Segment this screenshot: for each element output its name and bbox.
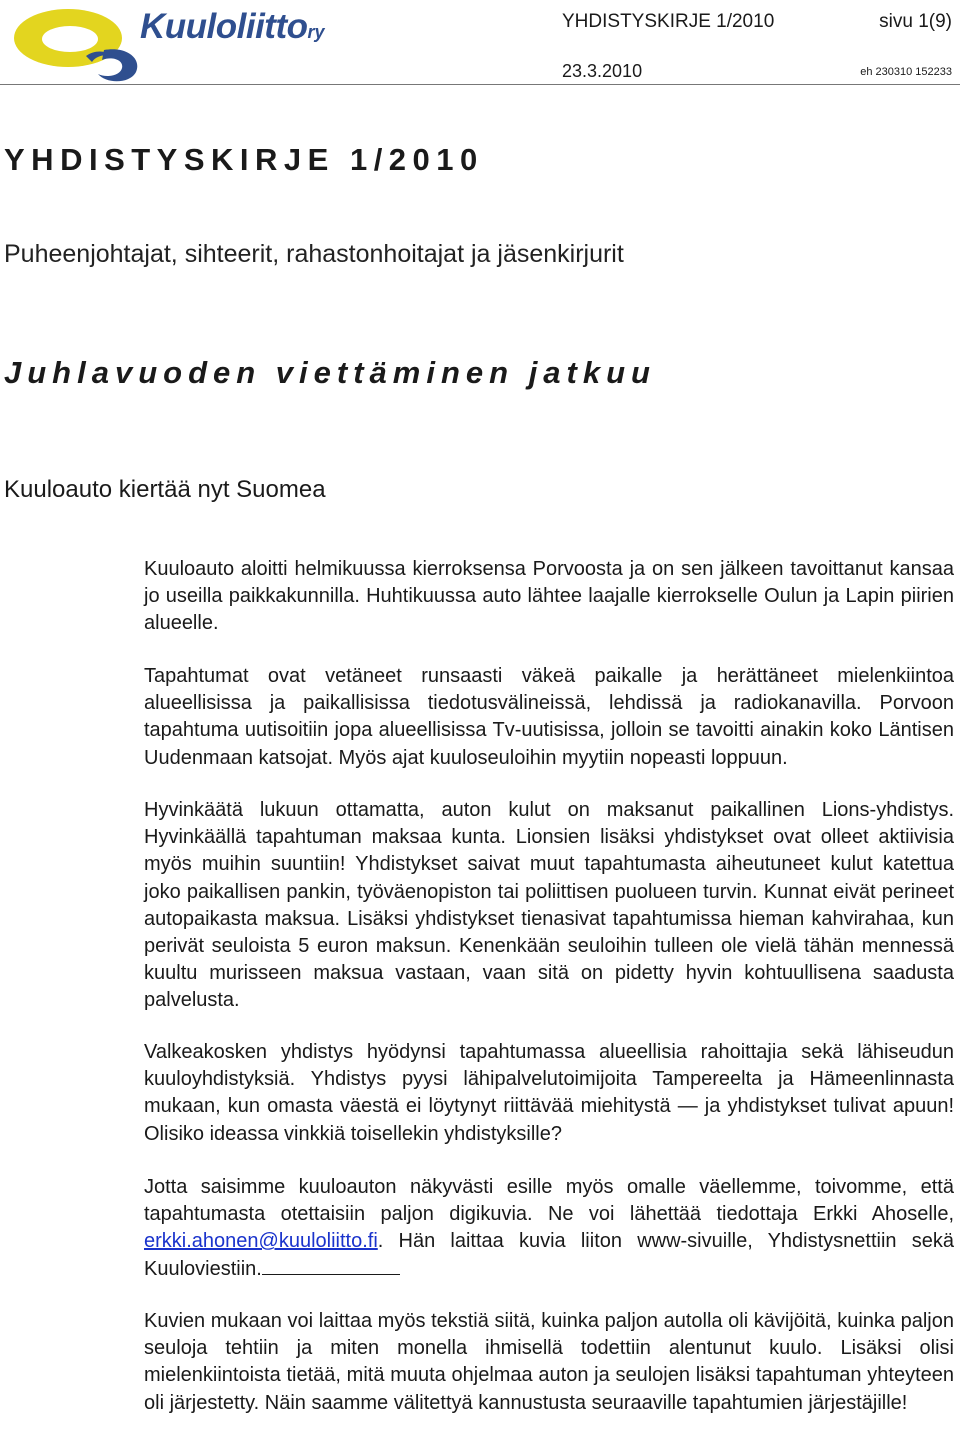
subsection-title: Kuuloauto kiertää nyt Suomea	[4, 476, 326, 503]
paragraph-4	[144, 1039, 954, 1148]
header-date: 23.3.2010	[562, 61, 643, 81]
header-reference: eh 230310 152233	[860, 66, 952, 78]
paragraph-5-after: . Hän laittaa kuvia liiton www-sivuille, Yhdistysnettiin sekä Kuuloviestiin.	[144, 1230, 954, 1280]
logo-suffix: ry	[307, 22, 325, 42]
recipients-line: Puheenjohtajat, sihteerit, rahastonhoitajat ja jäsenkirjurit	[4, 240, 624, 268]
logo-name: Kuuloliitto	[140, 7, 308, 46]
paragraph-2	[144, 663, 954, 772]
paragraph-5-before: Jotta saisimme kuuloauton näkyvästi esille myös omalle väellemme, toivomme, että tapahtumasta otettaisiin paljon digikuvia. Ne voi lähettää tiedottaja Erkki Ahoselle,	[144, 1176, 954, 1226]
paragraph-4-text: Valkeakosken yhdistys hyödynsi tapahtumassa alueellisia rahoittajia sekä lähiseudun kuuloyhdistyksiä. Yhdistys pyysi lähipalvelutoimijoita Tampereelta ja Hämeenlinnasta mukaan, kun omasta väestä ei löytynyt riittävää miehitystä — ja yhdistykset tulivat apuun! Olisiko ideassa vinkkiä toisellekin yhdistyksille?	[144, 1041, 954, 1145]
paragraph-1-text: Kuuloauto aloitti helmikuussa kierroksensa Porvoosta ja on sen jälkeen tavoittanut kansaa jo useilla paikkakunnilla. Huhtikuussa auto lähtee laajalle kierrokselle Oulun ja Lapin piirien alueelle.	[144, 558, 954, 635]
paragraph-6	[144, 1308, 954, 1417]
kuuloliitto-logo	[8, 4, 348, 84]
email-link[interactable]: erkki.ahonen@kuuloliitto.fi	[144, 1230, 378, 1253]
logo-mark	[8, 4, 148, 84]
paragraph-2-text: Tapahtumat ovat vetäneet runsaasti väkeä paikalle ja herättäneet mielenkiintoa alueellisissa ja paikallisissa tiedotusvälineissä, lehdissä ja radiokanavilla. Porvoon tapahtuma uutisoitiin jopa alueellisissa Tv-uutisissa, jolloin se tavoitti ainakin koko Läntisen Uudenmaan katsojat. Myös ajat kuuloseuloihin myytiin nopeasti loppuun.	[144, 665, 954, 769]
underline-mark	[262, 1273, 400, 1275]
header-page-number: sivu 1(9)	[879, 11, 952, 32]
section-title: Juhlavuoden viettäminen jatkuu	[4, 355, 656, 390]
document-title: YHDISTYSKIRJE 1/2010	[4, 142, 484, 177]
paragraph-6-text: Kuvien mukaan voi laittaa myös tekstiä siitä, kuinka paljon autolla oli kävijöitä, kuinka paljon seuloja tehtiin ja miten monella ihmisellä todettiin alentunut kuulo. Lisäksi olisi mielenkiintoista tietää, mitä muuta ohjelmaa auton ja seulojen lisäksi tapahtuman yhteyteen oli järjestetty. Näin saamme välitettyä kannustusta seuraaville tapahtumien järjestäjille!	[144, 1310, 954, 1414]
paragraph-1	[144, 556, 954, 638]
paragraph-3	[144, 797, 954, 1015]
header-divider	[0, 84, 960, 85]
paragraph-5-text	[144, 1174, 954, 1283]
logo-wordmark	[140, 7, 325, 47]
header-title: YHDISTYSKIRJE 1/2010	[562, 11, 775, 32]
paragraph-5	[144, 1174, 954, 1283]
paragraph-3-text: Hyvinkäätä lukuun ottamatta, auton kulut on maksanut paikallinen Lions-yhdistys. Hyvinkäällä tapahtuman maksaa kunta. Lionsien lisäksi yhdistykset ovat olleet aktiivisia myös muihin suuntiin! Yhdistykset saivat muut tapahtumasta aiheutuneet kulut katettua joko paikallisen pankin, työväenopiston tai poliittisen puolueen turvin. Kunnat eivät perineet autopaikasta maksua. Lisäksi yhdistykset tienasivat tapahtumissa hieman kahvirahaa, kun perivät seuloista 5 euron maksun. Kenenkään seuloihin tulleen ole vielä tähän mennessä kuultu murisseen maksua vastaan, vaan sitä on pidetty hyvin kohtuullisena saadusta palvelusta.	[144, 799, 954, 1012]
